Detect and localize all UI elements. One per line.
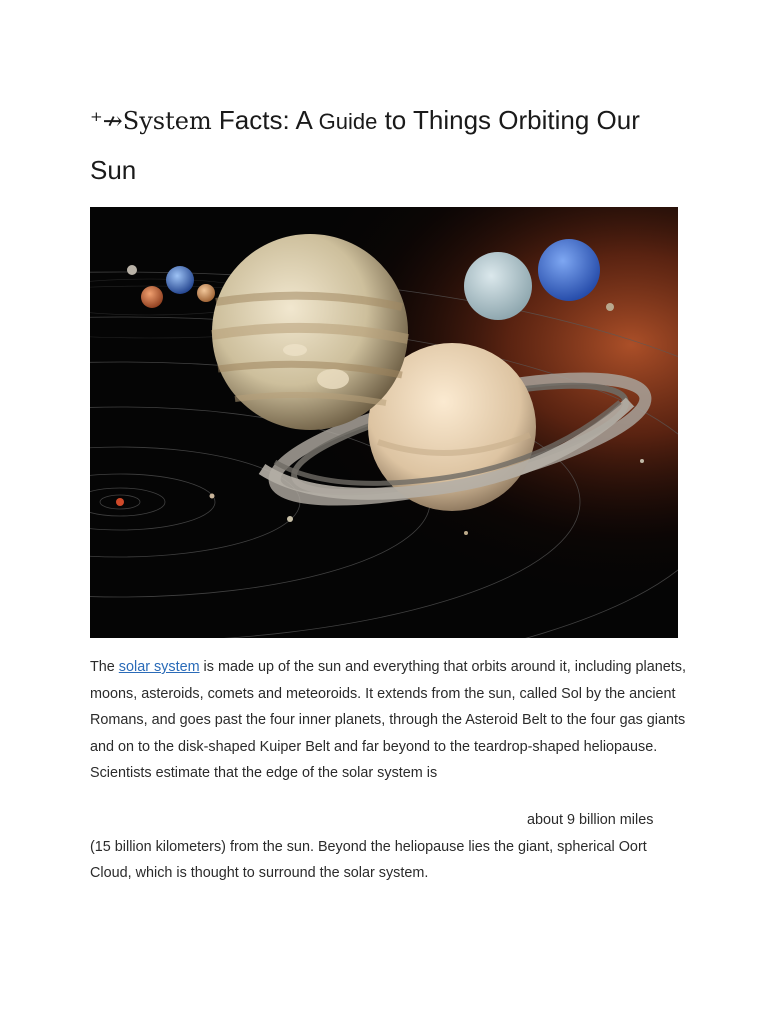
title-part-2: Guide — [318, 109, 378, 134]
intro-paragraph — [90, 654, 690, 787]
article-title — [90, 96, 690, 194]
distance-lead-text: about 9 billion miles — [527, 812, 654, 828]
distance-rest-text: (15 billion kilometers) from the sun. Beyond the heliopause lies the giant, spherical Oort Cloud, which is thought to surround the solar system. — [90, 838, 647, 882]
paragraph-text: The — [90, 659, 119, 675]
solar-system-illustration — [90, 207, 678, 638]
title-prefix: ⁺↛System — [90, 107, 212, 135]
solar-system-image — [90, 207, 678, 638]
title-part-1: Facts: A — [211, 105, 319, 135]
paragraph-text: is made up of the sun and everything that orbits around it, including planets, moons, asteroids, comets and meteoroids. It extends from the sun, called Sol by the ancient Romans, and goes past the four inner planets, through the Asteroid Belt to the four gas giants and on to the disk-shaped Kuiper Belt and far beyond to the teardrop-shaped heliopause. Scientists estimate that the edge of the solar system is — [90, 659, 686, 782]
title-part-3: to Things Orbiting Our Sun — [90, 105, 640, 185]
distance-paragraph — [90, 807, 690, 887]
solar-system-link[interactable]: solar system — [118, 659, 200, 675]
